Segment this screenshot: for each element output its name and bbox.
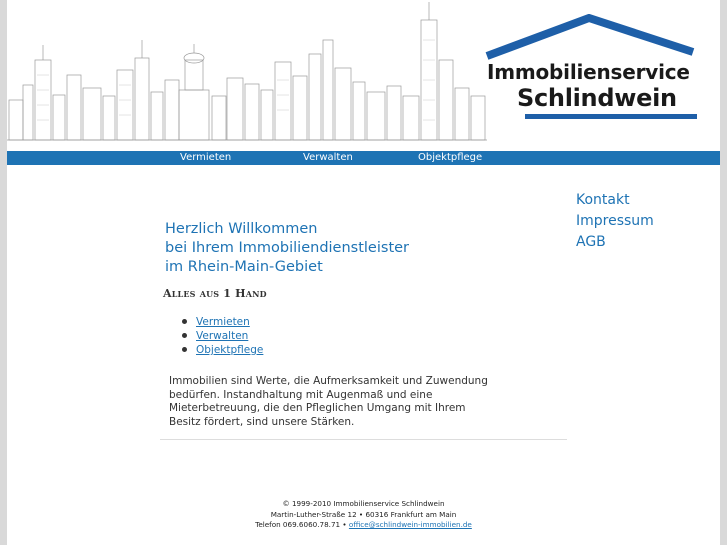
footer-copyright: © 1999-2010 Immobilienservice Schlindwein xyxy=(282,499,445,508)
service-list xyxy=(182,315,263,357)
footer-email-link[interactable]: office@schlindwein-immobilien.de xyxy=(348,520,472,529)
list-item xyxy=(182,329,263,343)
side-link-impressum[interactable]: Impressum xyxy=(576,213,654,229)
nav-item-vermieten[interactable]: Vermieten xyxy=(180,152,232,163)
section-subheading: Alles aus 1 Hand xyxy=(163,287,267,300)
service-link-verwalten[interactable]: Verwalten xyxy=(196,330,249,342)
list-item xyxy=(182,343,263,357)
header-banner xyxy=(7,0,720,151)
service-link-objektpflege[interactable]: Objektpflege xyxy=(196,344,264,356)
bullet-icon xyxy=(182,347,187,352)
side-nav xyxy=(576,190,654,253)
footer-address: Martin-Luther-Straße 12 • 60316 Frankfurt am Main xyxy=(270,509,457,519)
bullet-icon xyxy=(182,319,187,324)
brand-name-line1: Immobilienservice xyxy=(487,60,690,84)
content-divider xyxy=(160,439,567,440)
list-item xyxy=(182,315,263,329)
brand-name-line2: Schlindwein xyxy=(517,84,677,112)
footer xyxy=(160,499,567,531)
welcome-heading xyxy=(165,220,409,277)
intro-paragraph: Immobilien sind Werte, die Aufmerksamkeit und Zuwendung bedürfen. Instandhaltung mit Augenmaß und eine Mieterbetreuung, die den Pfleglichen Umgang mit Ihrem Besitz fördert, sind unsere Stärken. xyxy=(169,375,488,429)
welcome-line: bei Ihrem Immobiliendienstleister xyxy=(165,240,410,256)
service-link-vermieten[interactable]: Vermieten xyxy=(196,316,250,328)
side-link-kontakt[interactable]: Kontakt xyxy=(576,192,630,208)
welcome-line: Herzlich Willkommen xyxy=(165,221,318,237)
footer-phone: Telefon 069.6060.78.71 • xyxy=(255,520,347,529)
nav-item-verwalten[interactable]: Verwalten xyxy=(303,152,353,163)
nav-item-objektpflege[interactable]: Objektpflege xyxy=(418,152,483,163)
skyline-illustration xyxy=(7,0,487,151)
footer-contact-line xyxy=(160,520,567,531)
welcome-line: im Rhein-Main-Gebiet xyxy=(165,259,323,275)
page-edge-right xyxy=(720,0,727,545)
side-link-agb[interactable]: AGB xyxy=(576,234,606,250)
page-edge-left xyxy=(0,0,7,545)
top-nav-bar xyxy=(7,151,720,165)
bullet-icon xyxy=(182,333,187,338)
